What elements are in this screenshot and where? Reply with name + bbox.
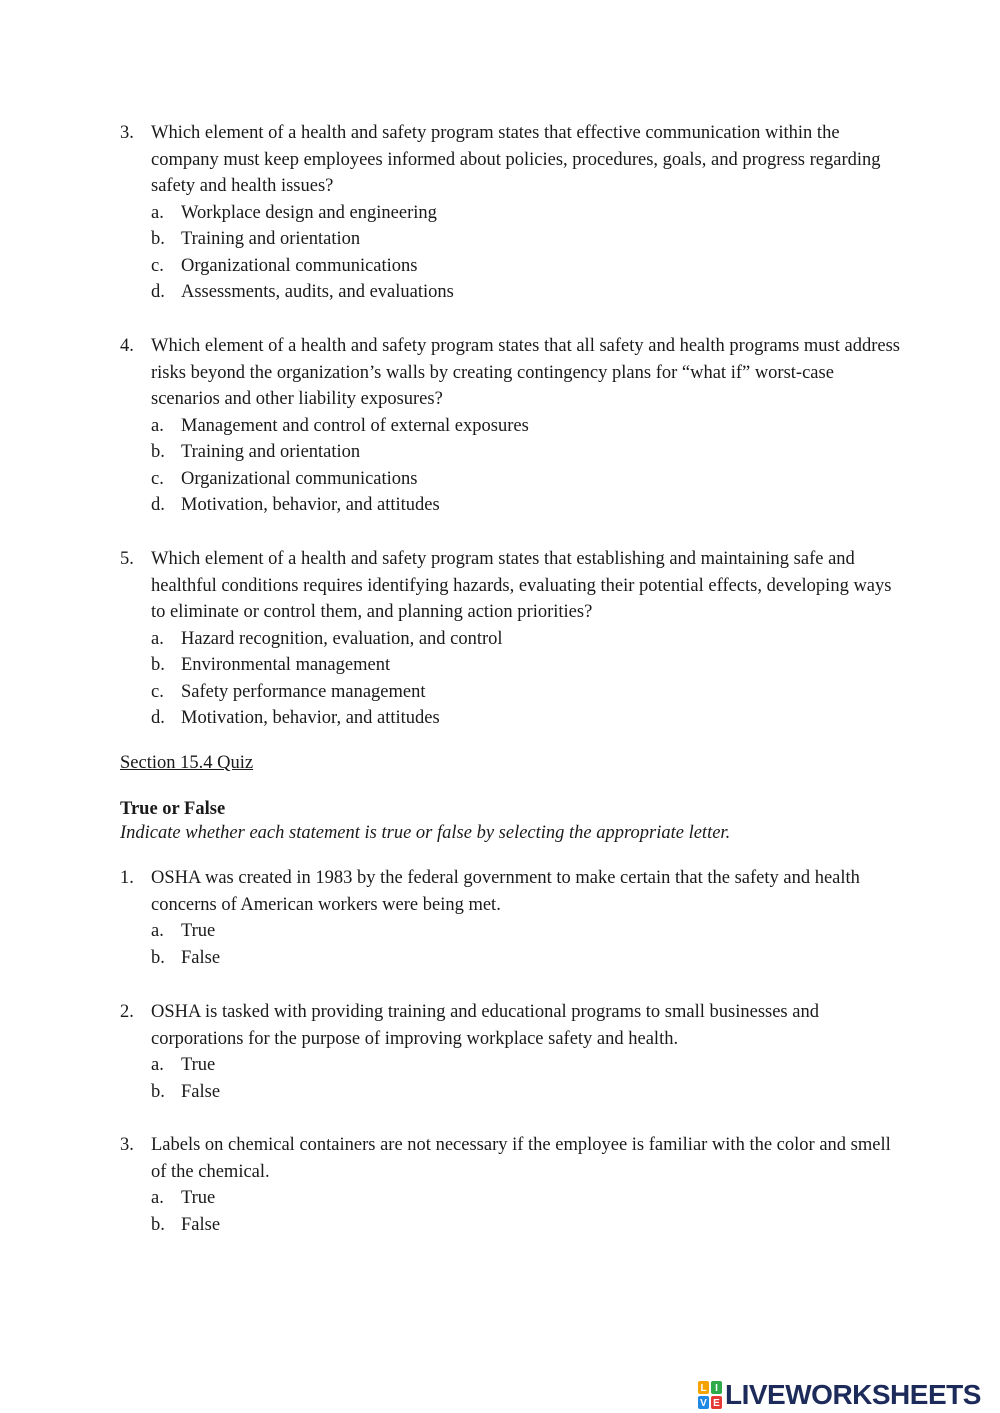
option-list (120, 1052, 900, 1105)
option-list (120, 413, 900, 519)
question (120, 120, 900, 200)
option-letter: b. (151, 442, 165, 463)
answer-option[interactable] (151, 1079, 900, 1106)
answer-option[interactable] (151, 413, 900, 440)
question-block (120, 999, 900, 1105)
option-letter: d. (151, 708, 165, 729)
answer-option[interactable] (151, 226, 900, 253)
option-letter: c. (151, 255, 164, 276)
option-letter: a. (151, 1055, 164, 1075)
option-letter: b. (151, 947, 165, 968)
answer-option[interactable] (151, 626, 900, 653)
question-number: 4. (120, 336, 134, 356)
answer-option[interactable] (151, 1185, 900, 1212)
question-block (120, 865, 900, 971)
answer-option[interactable] (151, 652, 900, 679)
answer-option[interactable] (151, 253, 900, 280)
option-letter: b. (151, 1081, 165, 1102)
option-list (120, 1185, 900, 1238)
question (120, 546, 900, 626)
answer-option[interactable] (151, 918, 900, 945)
question-number: 3. (120, 123, 134, 143)
option-letter: d. (151, 282, 165, 303)
question-text: Which element of a health and safety program states that all safety and health programs must address risks beyond the organization’s walls by creating contingency plans for “what if” worst-case scenarios and other liability exposures? (151, 336, 900, 409)
option-letter: c. (151, 468, 164, 489)
option-text: True (181, 1055, 216, 1075)
option-letter: a. (151, 921, 164, 941)
svg-text:I: I (715, 1383, 718, 1394)
section-title-block (120, 750, 900, 776)
svg-text:L: L (700, 1383, 707, 1394)
liveworksheets-wordmark: LIVEWORKSHEETS (725, 1379, 981, 1410)
option-list (120, 200, 900, 306)
option-list (120, 626, 900, 732)
question-number: 3. (120, 1135, 134, 1155)
option-letter: a. (151, 415, 164, 436)
svg-text:E: E (713, 1398, 720, 1409)
true-false-heading: True or False (120, 799, 226, 819)
svg-text:V: V (700, 1398, 707, 1409)
option-text: Management and control of external exposures (181, 415, 529, 436)
question-block (120, 1132, 900, 1238)
question-text: Labels on chemical containers are not necessary if the employee is familiar with the color and smell of the chemical. (151, 1135, 891, 1182)
instructions-block (120, 797, 900, 845)
option-letter: b. (151, 1214, 165, 1235)
question-text: OSHA is tasked with providing training and educational programs to small businesses and corporations for the purpose of improving workplace safety and health. (151, 1002, 819, 1049)
option-text: Training and orientation (181, 229, 361, 250)
option-list (120, 918, 900, 971)
answer-option[interactable] (151, 945, 900, 972)
question (120, 999, 900, 1052)
option-text: True (181, 921, 216, 941)
option-text: Assessments, audits, and evaluations (181, 282, 454, 303)
question (120, 865, 900, 918)
option-text: Organizational communications (181, 468, 418, 489)
question-block (120, 333, 900, 519)
option-text: Workplace design and engineering (181, 202, 437, 223)
option-text: Motivation, behavior, and attitudes (181, 708, 440, 729)
option-text: Organizational communications (181, 255, 418, 276)
option-letter: a. (151, 1188, 164, 1208)
question-number: 5. (120, 549, 134, 569)
option-text: False (181, 947, 221, 968)
question-block (120, 546, 900, 732)
option-letter: a. (151, 628, 164, 649)
answer-option[interactable] (151, 466, 900, 493)
question-block (120, 120, 900, 306)
option-letter: a. (151, 202, 164, 223)
section-title: Section 15.4 Quiz (120, 753, 254, 773)
answer-option[interactable] (151, 705, 900, 732)
option-letter: d. (151, 495, 165, 516)
option-letter: b. (151, 229, 165, 250)
question-number: 1. (120, 868, 134, 888)
option-text: True (181, 1188, 216, 1208)
option-letter: b. (151, 655, 165, 676)
option-text: Hazard recognition, evaluation, and control (181, 628, 503, 649)
answer-option[interactable] (151, 1212, 900, 1239)
answer-option[interactable] (151, 679, 900, 706)
question (120, 1132, 900, 1185)
option-text: Safety performance management (181, 681, 426, 702)
option-text: Motivation, behavior, and attitudes (181, 495, 440, 516)
option-text: False (181, 1214, 221, 1235)
answer-option[interactable] (151, 1052, 900, 1079)
option-letter: c. (151, 681, 164, 702)
answer-option[interactable] (151, 492, 900, 519)
answer-option[interactable] (151, 279, 900, 306)
answer-option[interactable] (151, 439, 900, 466)
question-number: 2. (120, 1002, 134, 1022)
question-text: OSHA was created in 1983 by the federal government to make certain that the safety and health concerns of American workers were being met. (151, 868, 860, 915)
option-text: Environmental management (181, 655, 391, 676)
liveworksheets-branding (697, 1378, 981, 1412)
option-text: Training and orientation (181, 442, 361, 463)
question-text: Which element of a health and safety program states that establishing and maintaining safe and healthful conditions requires identifying hazards, evaluating their potential effects, developing ways to eliminate or control them, and planning action priorities? (151, 549, 892, 622)
instructions-text: Indicate whether each statement is true or false by selecting the appropriate letter. (120, 823, 731, 843)
question-text: Which element of a health and safety program states that effective communication within the company must keep employees informed about policies, procedures, goals, and progress regarding safety and health issues? (151, 123, 881, 196)
question (120, 333, 900, 413)
option-text: False (181, 1081, 221, 1102)
liveworksheets-logo-icon (697, 1380, 723, 1410)
answer-option[interactable] (151, 200, 900, 227)
